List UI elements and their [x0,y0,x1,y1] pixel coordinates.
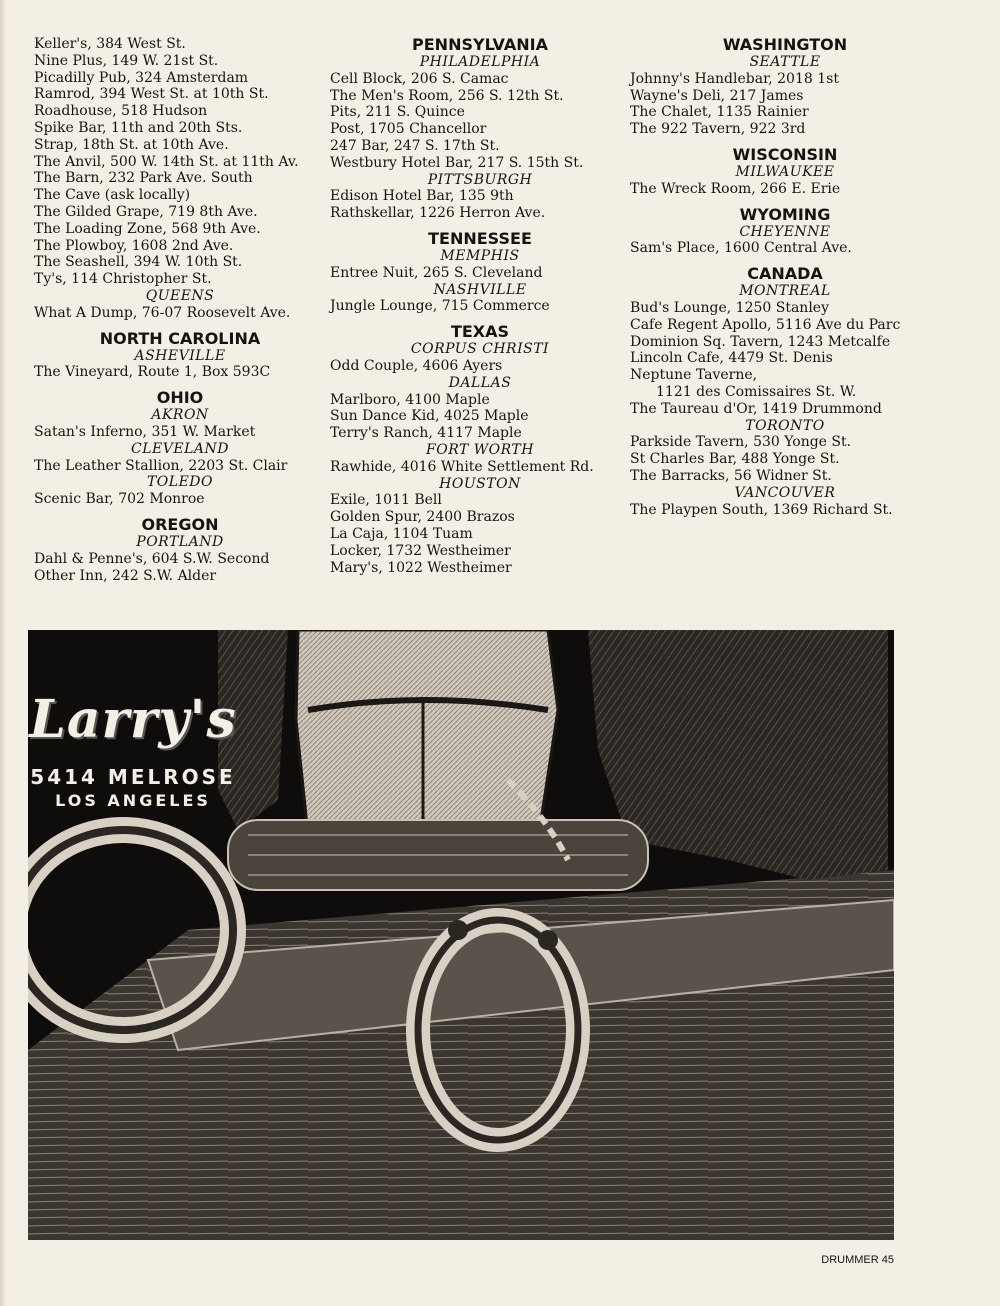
city-heading: SEATTLE [749,54,821,70]
list-item: Satan's Inferno, 351 W. Market [34,423,256,440]
list-item: Dahl & Penne's, 604 S.W. Second [34,550,270,567]
list-item: Ramrod, 394 West St. at 10th St. [34,86,269,103]
list-item: Odd Couple, 4606 Ayers [330,357,503,374]
list-item: Exile, 1011 Bell [330,492,442,509]
city-heading: PITTSBURGH [427,171,533,188]
city-heading: MONTREAL [739,283,831,300]
list-item: What A Dump, 76-07 Roosevelt Ave. [34,304,291,321]
ad-text-block [28,690,238,812]
list-item: The Chalet, 1135 Rainier [630,104,809,121]
list-item: Mary's, 1022 Westheimer [330,559,512,576]
list-item: Cafe Regent Apollo, 5116 Ave du Parc [630,316,901,333]
list-item: The Cave (ask locally) [34,187,191,204]
list-item: Lincoln Cafe, 4479 St. Denis [630,350,833,367]
city-heading: PHILADELPHIA [419,54,541,70]
city-heading: NASHVILLE [433,281,527,298]
list-item: The Plowboy, 1608 2nd Ave. [34,237,234,254]
directory-column-2 [330,36,630,576]
directory-column-3 [630,36,940,518]
list-item: The Loading Zone, 568 9th Ave. [34,220,261,237]
list-item-continued: 1121 des Comissaires St. W. [656,383,857,400]
list-item: Marlboro, 4100 Maple [330,391,490,408]
list-item: The 922 Tavern, 922 3rd [630,121,806,138]
list-item: Johnny's Handlebar, 2018 1st [630,70,839,87]
list-item: Scenic Bar, 702 Monroe [34,491,205,508]
list-item: St Charles Bar, 488 Yonge St. [630,451,840,468]
list-item: Parkside Tavern, 530 Yonge St. [630,434,852,451]
city-heading: CHEYENNE [739,223,831,240]
state-heading: NORTH CAROLINA [99,328,261,348]
list-item: Roadhouse, 518 Hudson [34,103,208,120]
list-item: Edison Hotel Bar, 135 9th [330,188,514,205]
list-item: Terry's Ranch, 4117 Maple [330,425,522,442]
list-item: Strap, 18th St. at 10th Ave. [34,136,229,153]
list-item: La Caja, 1104 Tuam [330,525,473,542]
ad-city: LOS ANGELES [55,791,211,810]
city-heading: CORPUS CHRISTI [410,341,550,358]
list-item: Locker, 1732 Westheimer [330,542,511,559]
list-item: Dominion Sq. Tavern, 1243 Metcalfe [630,333,891,350]
list-item: Rawhide, 4016 White Settlement Rd. [330,458,594,475]
list-item: The Seashell, 394 W. 10th St. [34,254,243,271]
state-heading: OHIO [156,388,204,408]
list-item: Post, 1705 Chancellor [330,121,487,138]
list-item: Rathskellar, 1226 Herron Ave. [330,205,546,222]
list-item: Golden Spur, 2400 Brazos [330,509,515,526]
list-item: The Playpen South, 1369 Richard St. [630,501,893,518]
list-item: 247 Bar, 247 S. 17th St. [330,137,500,154]
list-item: The Men's Room, 256 S. 12th St. [330,87,564,104]
city-heading: MEMPHIS [440,247,520,264]
list-item: The Wreck Room, 266 E. Erie [630,180,841,197]
city-heading: PORTLAND [136,533,224,550]
state-heading: CANADA [747,264,823,284]
state-heading: TEXAS [450,322,510,342]
list-item: The Barracks, 56 Widner St. [630,467,832,484]
list-item: Keller's, 384 West St. [34,36,186,52]
page-binding-edge [0,0,6,1306]
list-item: Spike Bar, 11th and 20th Sts. [34,119,243,136]
city-heading: TORONTO [745,417,825,434]
list-item: The Vineyard, Route 1, Box 593C [34,364,271,381]
list-item: Entree Nuit, 265 S. Cleveland [330,264,543,281]
list-item: The Gilded Grape, 719 8th Ave. [34,203,258,220]
list-item: Cell Block, 206 S. Camac [330,70,509,87]
list-item: Other Inn, 242 S.W. Alder [34,567,217,584]
city-heading: HOUSTON [439,475,521,492]
state-heading: PENNSYLVANIA [412,35,548,54]
city-heading: TOLEDO [146,474,214,491]
list-item: Pits, 211 S. Quince [330,104,465,121]
list-item: The Barn, 232 Park Ave. South [34,170,253,187]
list-item: Jungle Lounge, 715 Commerce [330,298,550,315]
jeans-figure [296,630,558,850]
city-heading: CLEVELAND [131,440,229,457]
list-item: Wayne's Deli, 217 James [630,87,804,104]
city-heading: FORT WORTH [426,441,534,458]
list-item: The Taureau d'Or, 1419 Drummond [630,400,882,417]
city-heading: DALLAS [448,374,512,391]
larrys-advertisement [28,630,894,1240]
list-item: The Anvil, 500 W. 14th St. at 11th Av. [34,153,299,170]
ad-address: 5414 MELROSE [30,765,236,789]
list-item: Nine Plus, 149 W. 21st St. [34,52,219,69]
list-item: Bud's Lounge, 1250 Stanley [630,299,829,316]
state-heading: WYOMING [739,204,831,224]
list-item: Ty's, 114 Christopher St. [34,271,212,288]
state-heading: WASHINGTON [722,35,848,54]
directory-column-1 [34,36,326,584]
list-item: Westbury Hotel Bar, 217 S. 15th St. [330,154,584,171]
city-heading: QUEENS [145,287,215,304]
list-item: Neptune Taverne, [630,367,758,384]
list-item: The Leather Stallion, 2203 St. Clair [34,457,288,474]
state-heading: WISCONSIN [732,144,838,164]
city-heading: VANCOUVER [734,484,836,501]
city-heading: ASHEVILLE [134,347,226,364]
list-item: Sun Dance Kid, 4025 Maple [330,408,529,425]
state-heading: TENNESSEE [428,228,532,248]
state-heading: OREGON [141,514,219,534]
page-footer: DRUMMER 45 [821,1254,894,1266]
city-heading: MILWAUKEE [735,163,835,180]
list-item: Picadilly Pub, 324 Amsterdam [34,69,249,86]
ad-logo: Larry's [29,689,237,750]
city-heading: AKRON [151,407,209,424]
list-item: Sam's Place, 1600 Central Ave. [630,240,852,257]
